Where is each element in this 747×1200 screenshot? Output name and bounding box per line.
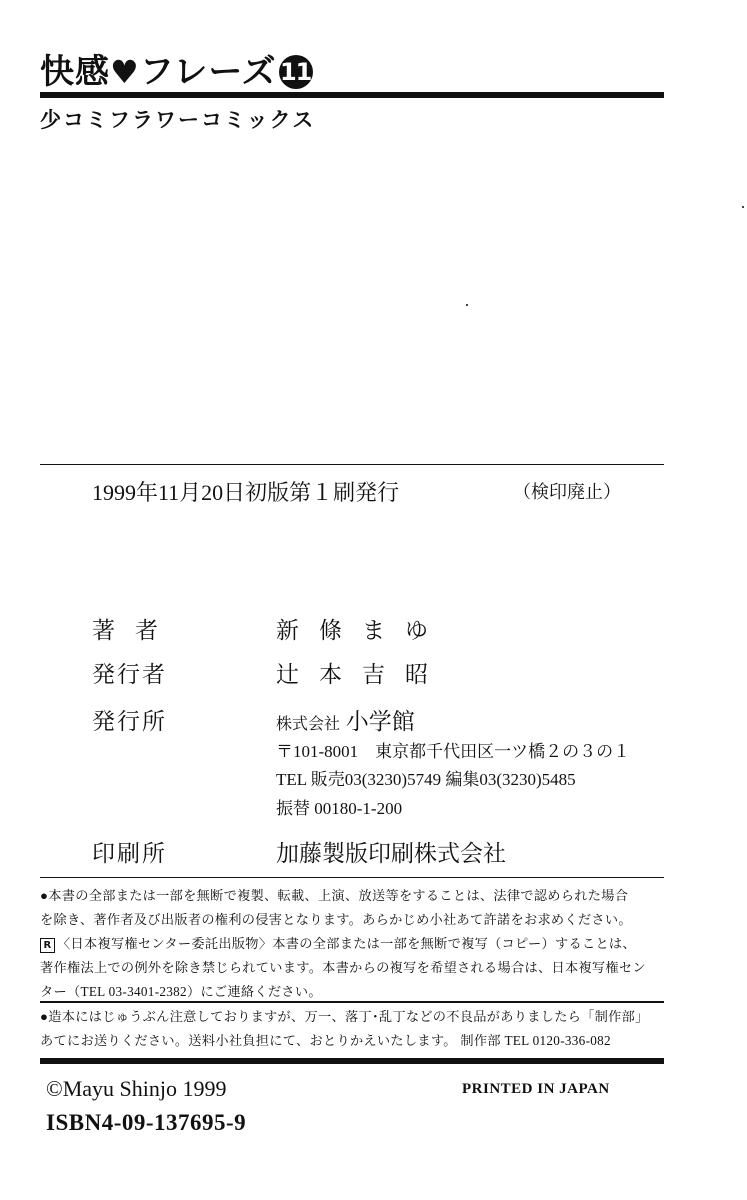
legal-line-text: 〈日本複写権センター委託出版物〉本書の全部または一部を無断で複写（コピー）することは、 xyxy=(57,936,636,951)
paper-speck xyxy=(466,304,468,306)
r-mark-icon: R xyxy=(40,938,55,953)
legal-line xyxy=(40,933,636,953)
legal-line: あてにお送りください。送料小社負担にて、おとりかえいたします。 制作部 TEL 0120-336-082 xyxy=(40,1033,611,1048)
printer-value: 加藤製版印刷株式会社 xyxy=(276,841,506,866)
title-rest: フレーズ xyxy=(139,52,277,92)
publisher-person-label: 発行者 xyxy=(92,662,167,687)
volume-badge: 11 xyxy=(279,55,313,89)
publisher-label: 発行所 xyxy=(92,709,167,734)
legal-line: ター（TEL 03-3401-2382）にご連絡ください。 xyxy=(40,984,322,999)
legal-divider xyxy=(40,1001,664,1003)
copyright: ©Mayu Shinjo 1999 xyxy=(46,1076,227,1101)
publisher-company xyxy=(276,703,415,736)
legal-line: ●本書の全部または一部を無断で複製、転載、上演、放送等をすることは、法律で認められた場合 xyxy=(40,888,629,903)
legal-line: を除き、著作者及び出版者の権利の侵害となります。あらかじめ小社あて許諾をお求めください。 xyxy=(40,912,632,927)
footer-rule xyxy=(40,1058,664,1064)
legal-line: 著作権法上での例外を除き禁じられています。本書からの複写を希望される場合は、日本複写権セン xyxy=(40,960,646,975)
company-prefix: 株式会社 xyxy=(276,716,341,733)
printer-label: 印刷所 xyxy=(92,841,167,866)
publisher-person-value: 辻本吉昭 xyxy=(276,662,448,687)
publisher-tel: TEL 販売03(3230)5749 編集03(3230)5485 xyxy=(276,770,576,789)
publisher-address: 〒101-8001 東京都千代田区一ツ橋２の３の１ xyxy=(276,742,631,761)
title-main: 快感 xyxy=(40,52,110,92)
legal-line: ●造本にはじゅうぶん注意しておりますが、万一、落丁･乱丁などの不良品がありましたら「制作部」 xyxy=(40,1009,649,1024)
printed-in-japan: PRINTED IN JAPAN xyxy=(462,1081,610,1097)
publication-date: 1999年11月20日初版第１刷発行 xyxy=(92,480,400,505)
paper-speck xyxy=(742,206,744,208)
publisher-transfer: 振替 00180-1-200 xyxy=(276,799,403,818)
book-title xyxy=(40,44,313,93)
company-name: 小学館 xyxy=(345,709,415,734)
heart-icon: ♥ xyxy=(110,53,140,91)
imprint-label: 少コミフラワーコミックス xyxy=(40,108,316,132)
author-value: 新條まゆ xyxy=(276,618,448,643)
author-label: 著者 xyxy=(92,618,178,643)
header-rule xyxy=(40,92,664,98)
date-rule xyxy=(40,464,664,465)
legal-top-rule xyxy=(40,877,664,878)
seal-note: （検印廃止） xyxy=(513,482,621,502)
isbn: ISBN4-09-137695-9 xyxy=(46,1110,247,1135)
